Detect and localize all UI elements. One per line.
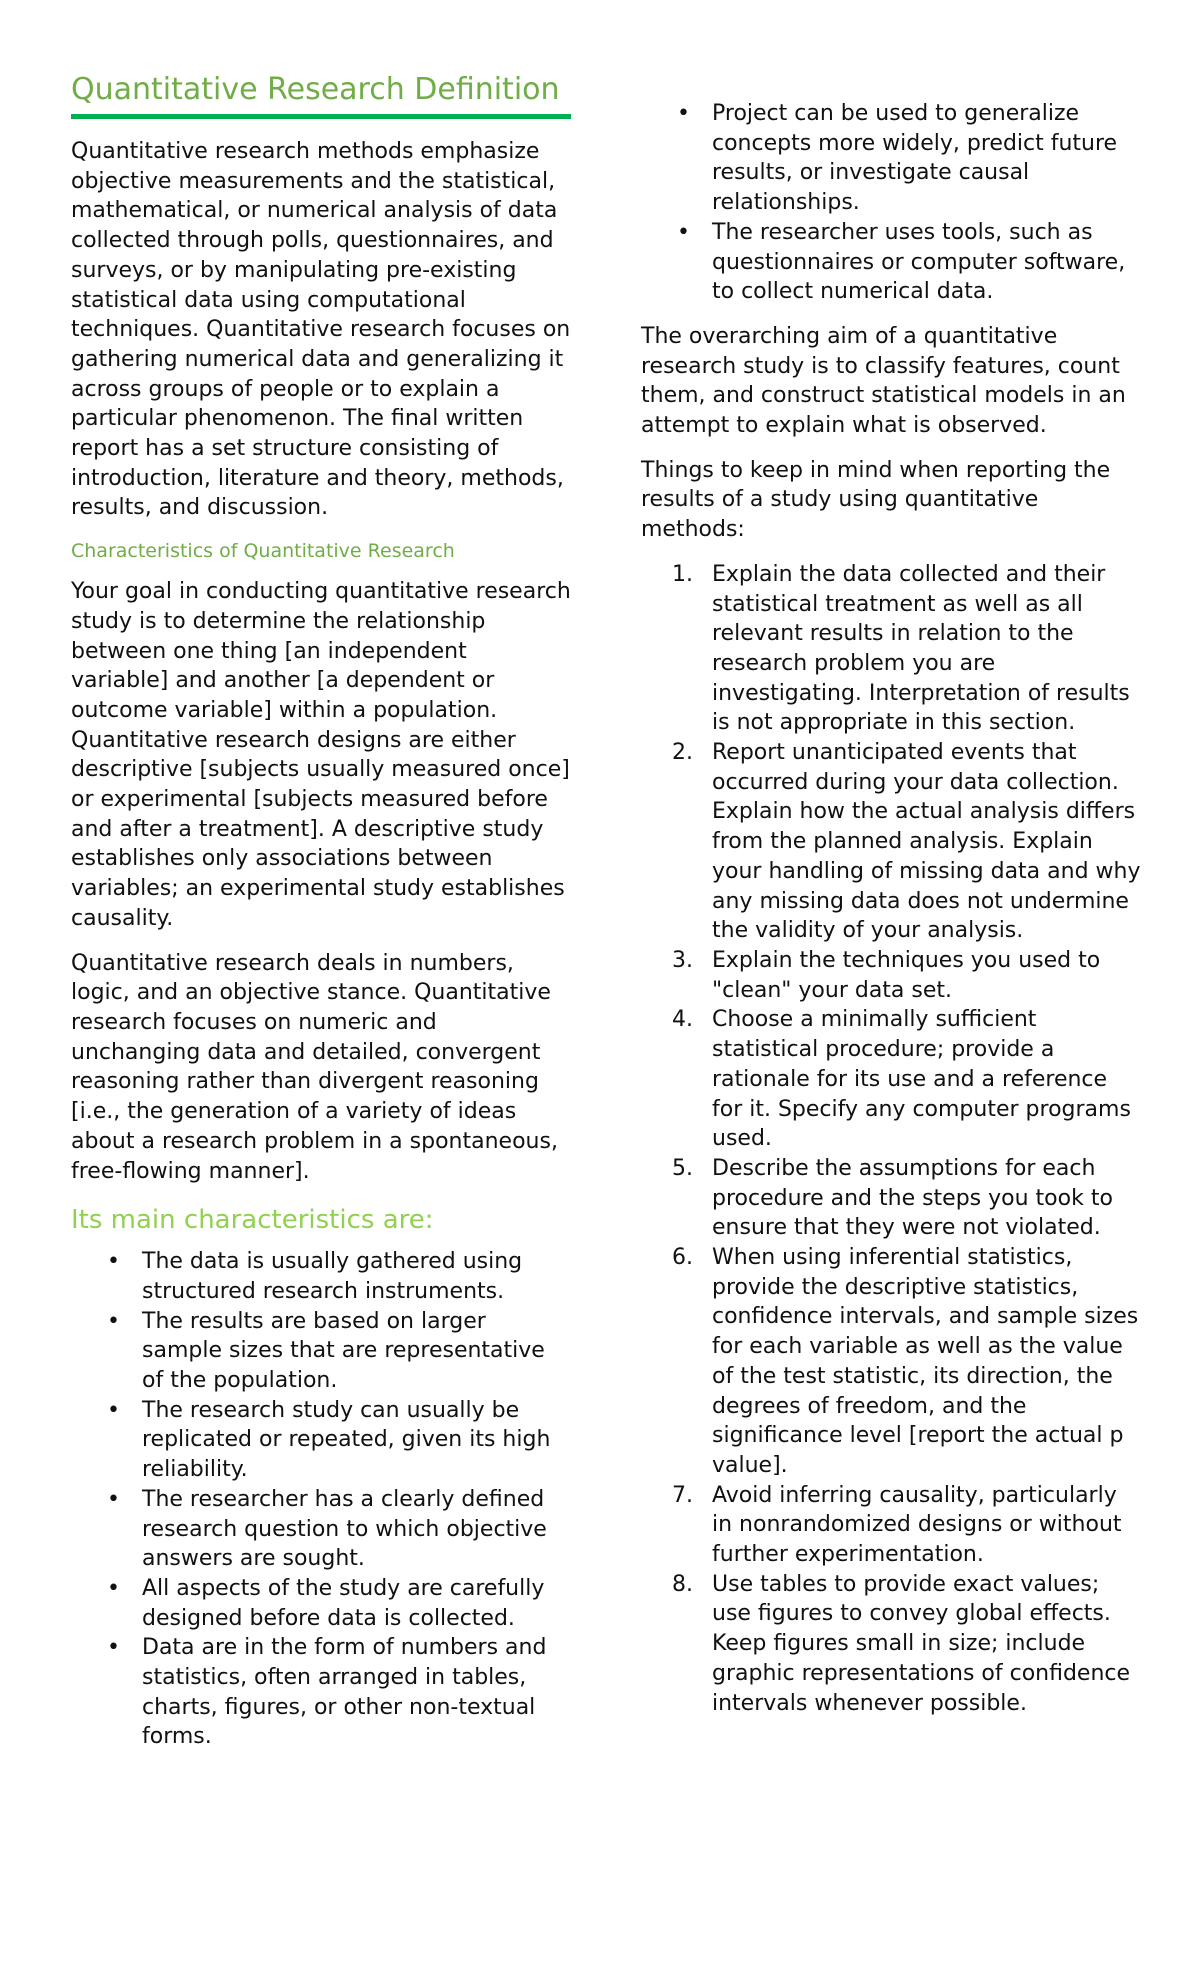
list-item <box>71 1396 571 1485</box>
step-number: 8. <box>672 1571 693 1597</box>
list-item <box>641 1005 1141 1154</box>
main-characteristics-heading: Its main characteristics are: <box>71 1205 434 1236</box>
list-item-text: The data is usually gathered using structured research instruments. <box>142 1249 523 1304</box>
numbers-paragraph: Quantitative research deals in numbers, logic, and an objective stance. Quantitative research focuses on numeric and unchanging data and detailed, convergent reasoning rather than divergent reasoning [i.e., the generation of a variety of ideas about a research problem in a spontaneous, free-flowing manner]. <box>71 950 558 1184</box>
list-item <box>641 218 1141 307</box>
list-item <box>641 1154 1141 1243</box>
list-item <box>71 1485 571 1574</box>
list-item <box>71 1574 571 1633</box>
step-number: 1. <box>672 561 693 587</box>
bullet-marker: • <box>677 101 690 126</box>
goal-paragraph: Your goal in conducting quantitative research study is to determine the relationship between one thing [an independent variable] and another [a dependent or outcome variable] within a population. Quantitative research designs are either descriptive [subjects usually measured once] or experimental [subjects measured before and after a treatment]. A descriptive study establishes only associations between variables; an experimental study establishes causality. <box>71 579 571 931</box>
characteristics-list-part-1 <box>71 1247 571 1752</box>
bullet-marker: • <box>107 1249 120 1275</box>
list-item <box>71 1247 571 1306</box>
list-item <box>641 946 1141 1005</box>
list-item <box>71 1633 571 1752</box>
step-text: Avoid inferring causality, particularly in nonrandomized designs or without further experimentation. <box>712 1482 1122 1568</box>
list-item-text: The researcher has a clearly defined research question to which objective answers are sought. <box>142 1486 547 1572</box>
list-item <box>641 1570 1141 1719</box>
bullet-marker: • <box>107 1635 120 1661</box>
step-text: Report unanticipated events that occurred during your data collection. Explain how the actual analysis differs from the planned analysis. Explain your handling of missing data and why any missing data does not undermine the validity of your analysis. <box>712 740 1141 944</box>
right-column <box>641 99 1141 1718</box>
bullet-marker: • <box>107 1308 120 1334</box>
bullet-marker: • <box>107 1486 120 1512</box>
step-text: Explain the techniques you used to "clean" your data set. <box>712 947 1101 1003</box>
step-text: Describe the assumptions for each procedure and the steps you took to ensure that they were not violated. <box>712 1155 1113 1241</box>
list-item <box>641 99 1141 218</box>
list-item <box>641 1481 1141 1570</box>
bullet-marker: • <box>677 219 690 245</box>
list-item <box>641 738 1141 946</box>
step-number: 3. <box>672 947 693 973</box>
bullet-marker: • <box>107 1575 120 1601</box>
list-item-text: All aspects of the study are carefully designed before data is collected. <box>142 1575 545 1631</box>
list-item <box>641 1243 1141 1481</box>
title-underline <box>71 114 571 119</box>
characteristics-subheading: Characteristics of Quantitative Research <box>71 540 455 563</box>
step-number: 2. <box>672 740 693 766</box>
characteristics-list-part-2 <box>641 99 1141 307</box>
list-item-text: The research study can usually be replicated or repeated, given its high reliability. <box>142 1397 551 1483</box>
bullet-marker: • <box>107 1397 120 1423</box>
list-item-text: Data are in the form of numbers and statistics, often arranged in tables, charts, figures, or other non-textual forms. <box>142 1635 547 1750</box>
step-number: 5. <box>672 1155 693 1181</box>
list-item <box>71 1307 571 1396</box>
list-item <box>641 560 1141 738</box>
step-number: 7. <box>672 1482 693 1508</box>
page-title: Quantitative Research Definition <box>71 72 560 107</box>
intro-paragraph: Quantitative research methods emphasize objective measurements and the statistical, mathematical, or numerical analysis of data collected through polls, questionnaires, and surveys, or by manipulating pre-existing statistical data using computational techniques. Quantitative research focuses on gathering numerical data and generalizing it across groups of people or to explain a particular phenomenon. The final written report has a set structure consisting of introduction, literature and theory, methods, results, and discussion. <box>71 139 571 521</box>
step-text: Choose a minimally sufficient statistical procedure; provide a rationale for its use and a reference for it. Specify any computer programs used. <box>712 1007 1131 1152</box>
reporting-intro-paragraph: Things to keep in mind when reporting the results of a study using quantitative methods: <box>641 457 1111 543</box>
step-text: When using inferential statistics, provide the descriptive statistics, confidence intervals, and sample sizes for each variable as well as the value of the test statistic, its direction, the degrees of freedom, and the significance level [report the actual p value]. <box>712 1245 1139 1478</box>
step-number: 4. <box>672 1007 693 1033</box>
list-item-text: The results are based on larger sample sizes that are representative of the population. <box>142 1308 545 1394</box>
reporting-steps-list <box>641 560 1141 1718</box>
step-text: Use tables to provide exact values; use figures to convey global effects. Keep figures small in size; include graphic representations of confidence intervals whenever possible. <box>712 1571 1131 1716</box>
aim-paragraph: The overarching aim of a quantitative research study is to classify features, count them, and construct statistical models in an attempt to explain what is observed. <box>641 323 1126 439</box>
step-number: 6. <box>672 1245 693 1271</box>
left-column <box>71 70 571 1752</box>
list-item-text: Project can be used to generalize concepts more widely, predict future results, or investigate causal relationships. <box>712 101 1118 216</box>
step-text: Explain the data collected and their statistical treatment as well as all relevant results in relation to the research problem you are investigating. Interpretation of results is not appropriate in this section. <box>712 561 1130 736</box>
list-item-text: The researcher uses tools, such as questionnaires or computer software, to collect numerical data. <box>712 219 1126 305</box>
